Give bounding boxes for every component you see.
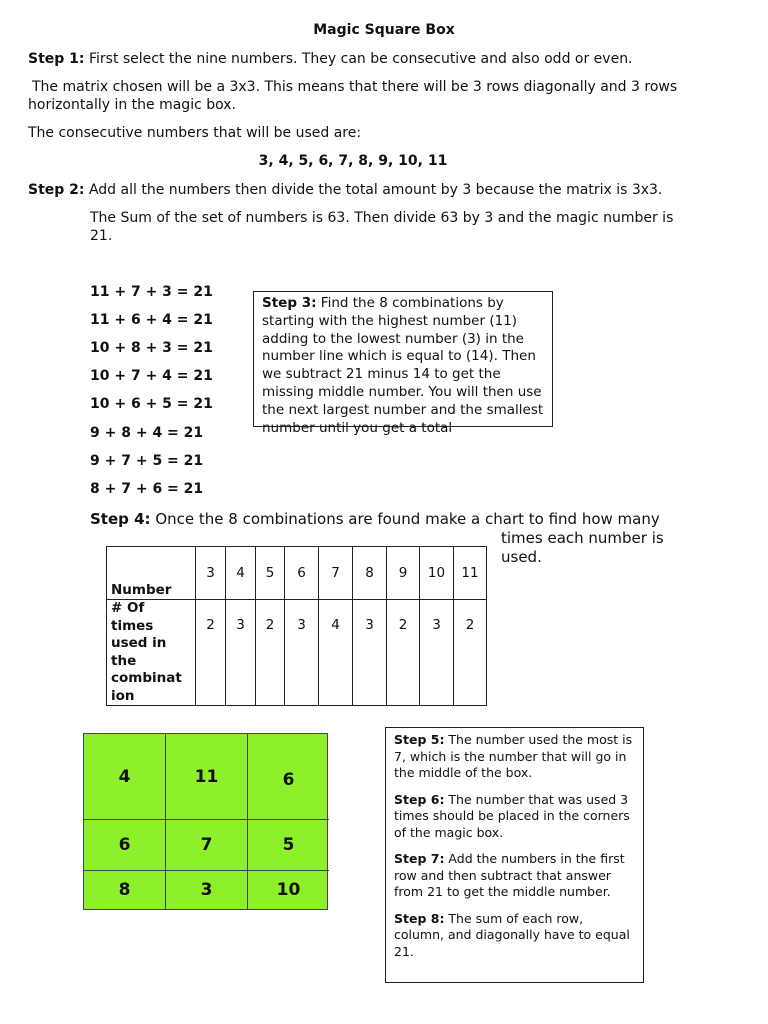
combination-line: 11 + 7 + 3 = 21 xyxy=(90,284,213,300)
step1-text: First select the nine numbers. They can be consecutive and also odd or even. xyxy=(84,51,633,67)
step5-label: Step 5: xyxy=(394,732,445,747)
step2-paragraph xyxy=(28,181,662,199)
step7-label: Step 7: xyxy=(394,851,445,866)
step4-paragraph xyxy=(90,510,680,529)
combination-line: 10 + 8 + 3 = 21 xyxy=(90,340,213,356)
table-cell: 9 xyxy=(387,547,420,600)
step5-paragraph xyxy=(394,732,635,782)
consecutive-intro: The consecutive numbers that will be used are: xyxy=(28,125,362,141)
table-cell: 2 xyxy=(256,600,285,706)
step4-continuation xyxy=(501,529,664,567)
step2-label: Step 2: xyxy=(28,182,85,198)
combination-line: 10 + 7 + 4 = 21 xyxy=(90,368,213,384)
step3-label: Step 3: xyxy=(262,295,317,311)
magic-square-cell: 11 xyxy=(166,734,248,820)
page-title: Magic Square Box xyxy=(313,22,455,38)
step4-text: Once the 8 combinations are found make a chart to find how many xyxy=(150,510,660,528)
step4-continuation-line: used. xyxy=(501,548,542,566)
table-cell: 8 xyxy=(353,547,387,600)
magic-square-cell: 3 xyxy=(166,871,248,909)
combination-line: 8 + 7 + 6 = 21 xyxy=(90,481,204,497)
step8-text: The sum of each row, column, and diagonally have to equal 21. xyxy=(394,910,630,959)
step7-paragraph xyxy=(394,851,635,901)
table-cell: 3 xyxy=(196,547,226,600)
combination-line: 9 + 8 + 4 = 21 xyxy=(90,425,204,441)
step8-label: Step 8: xyxy=(394,910,445,926)
combination-line: 10 + 6 + 5 = 21 xyxy=(90,396,213,412)
table-cell: 2 xyxy=(454,600,487,706)
step1-paragraph xyxy=(28,50,633,68)
table-row xyxy=(107,547,487,600)
table-cell: 6 xyxy=(285,547,319,600)
table-cell: 3 xyxy=(420,600,454,706)
table-cell: 2 xyxy=(196,600,226,706)
sum-paragraph: The Sum of the set of numbers is 63. Then divide 63 by 3 and the magic number is 21. xyxy=(90,210,674,244)
table-cell: 5 xyxy=(256,547,285,600)
table-cell: 11 xyxy=(454,547,487,600)
magic-square-cell: 10 xyxy=(276,880,301,900)
step6-paragraph xyxy=(394,792,635,842)
combination-line: 11 + 6 + 4 = 21 xyxy=(90,312,213,328)
table-cell: 3 xyxy=(285,600,319,706)
step3-textbox xyxy=(253,291,553,436)
table-cell: 3 xyxy=(226,600,256,706)
table-row xyxy=(107,600,487,706)
table-cell: 3 xyxy=(353,600,387,706)
step5-text: The number used the most is 7, which is the number that will go in the middle of the box. xyxy=(394,732,633,780)
step4-label: Step 4: xyxy=(90,510,151,528)
step2-text: Add all the numbers then divide the total amount by 3 because the matrix is 3x3. xyxy=(84,182,663,198)
step7-text: Add the numbers in the first row and then subtract that answer from 21 to get the middle number. xyxy=(394,851,625,899)
magic-square-cell: 4 xyxy=(84,734,166,820)
step8-paragraph xyxy=(394,911,635,961)
numbers-list: 3, 4, 5, 6, 7, 8, 9, 10, 11 xyxy=(258,153,448,169)
table-cell: 10 xyxy=(420,547,454,600)
table-header-times-used: # Of times used in the combinat ion xyxy=(107,600,196,706)
combination-line: 9 + 7 + 5 = 21 xyxy=(90,453,204,469)
magic-square-cell: 6 xyxy=(248,734,329,820)
table-cell: 7 xyxy=(319,547,353,600)
step6-label: Step 6: xyxy=(394,791,445,807)
step4-continuation-line: times each number is xyxy=(501,529,664,547)
table-cell: 2 xyxy=(387,600,420,706)
matrix-paragraph: The matrix chosen will be a 3x3. This means that there will be 3 rows diagonally and 3 rows horizontally in the magic box. xyxy=(28,79,678,113)
magic-square-cell: 6 xyxy=(84,820,166,871)
steps-5-8-textbox xyxy=(385,727,644,983)
step1-label: Step 1: xyxy=(28,51,85,67)
table-cell: 4 xyxy=(226,547,256,600)
magic-square-cell: 5 xyxy=(248,820,329,871)
step3-text: Find the 8 combinations by starting with the highest number (11) adding to the lowest number (3) in the number line which is equal to (14). Then we subtract 21 minus 14 to get the missing middle number. You will then use the next largest number and the smallest number until you get a total xyxy=(262,295,544,436)
magic-square-cell: 8 xyxy=(84,871,166,909)
magic-square-cell: 7 xyxy=(166,820,248,871)
usage-count-table xyxy=(106,546,487,706)
step6-text: The number that was used 3 times should be placed in the corners of the magic box. xyxy=(394,791,630,840)
table-header-number: Number xyxy=(107,547,196,600)
table-cell: 4 xyxy=(319,600,353,706)
magic-square-grid xyxy=(83,733,328,910)
